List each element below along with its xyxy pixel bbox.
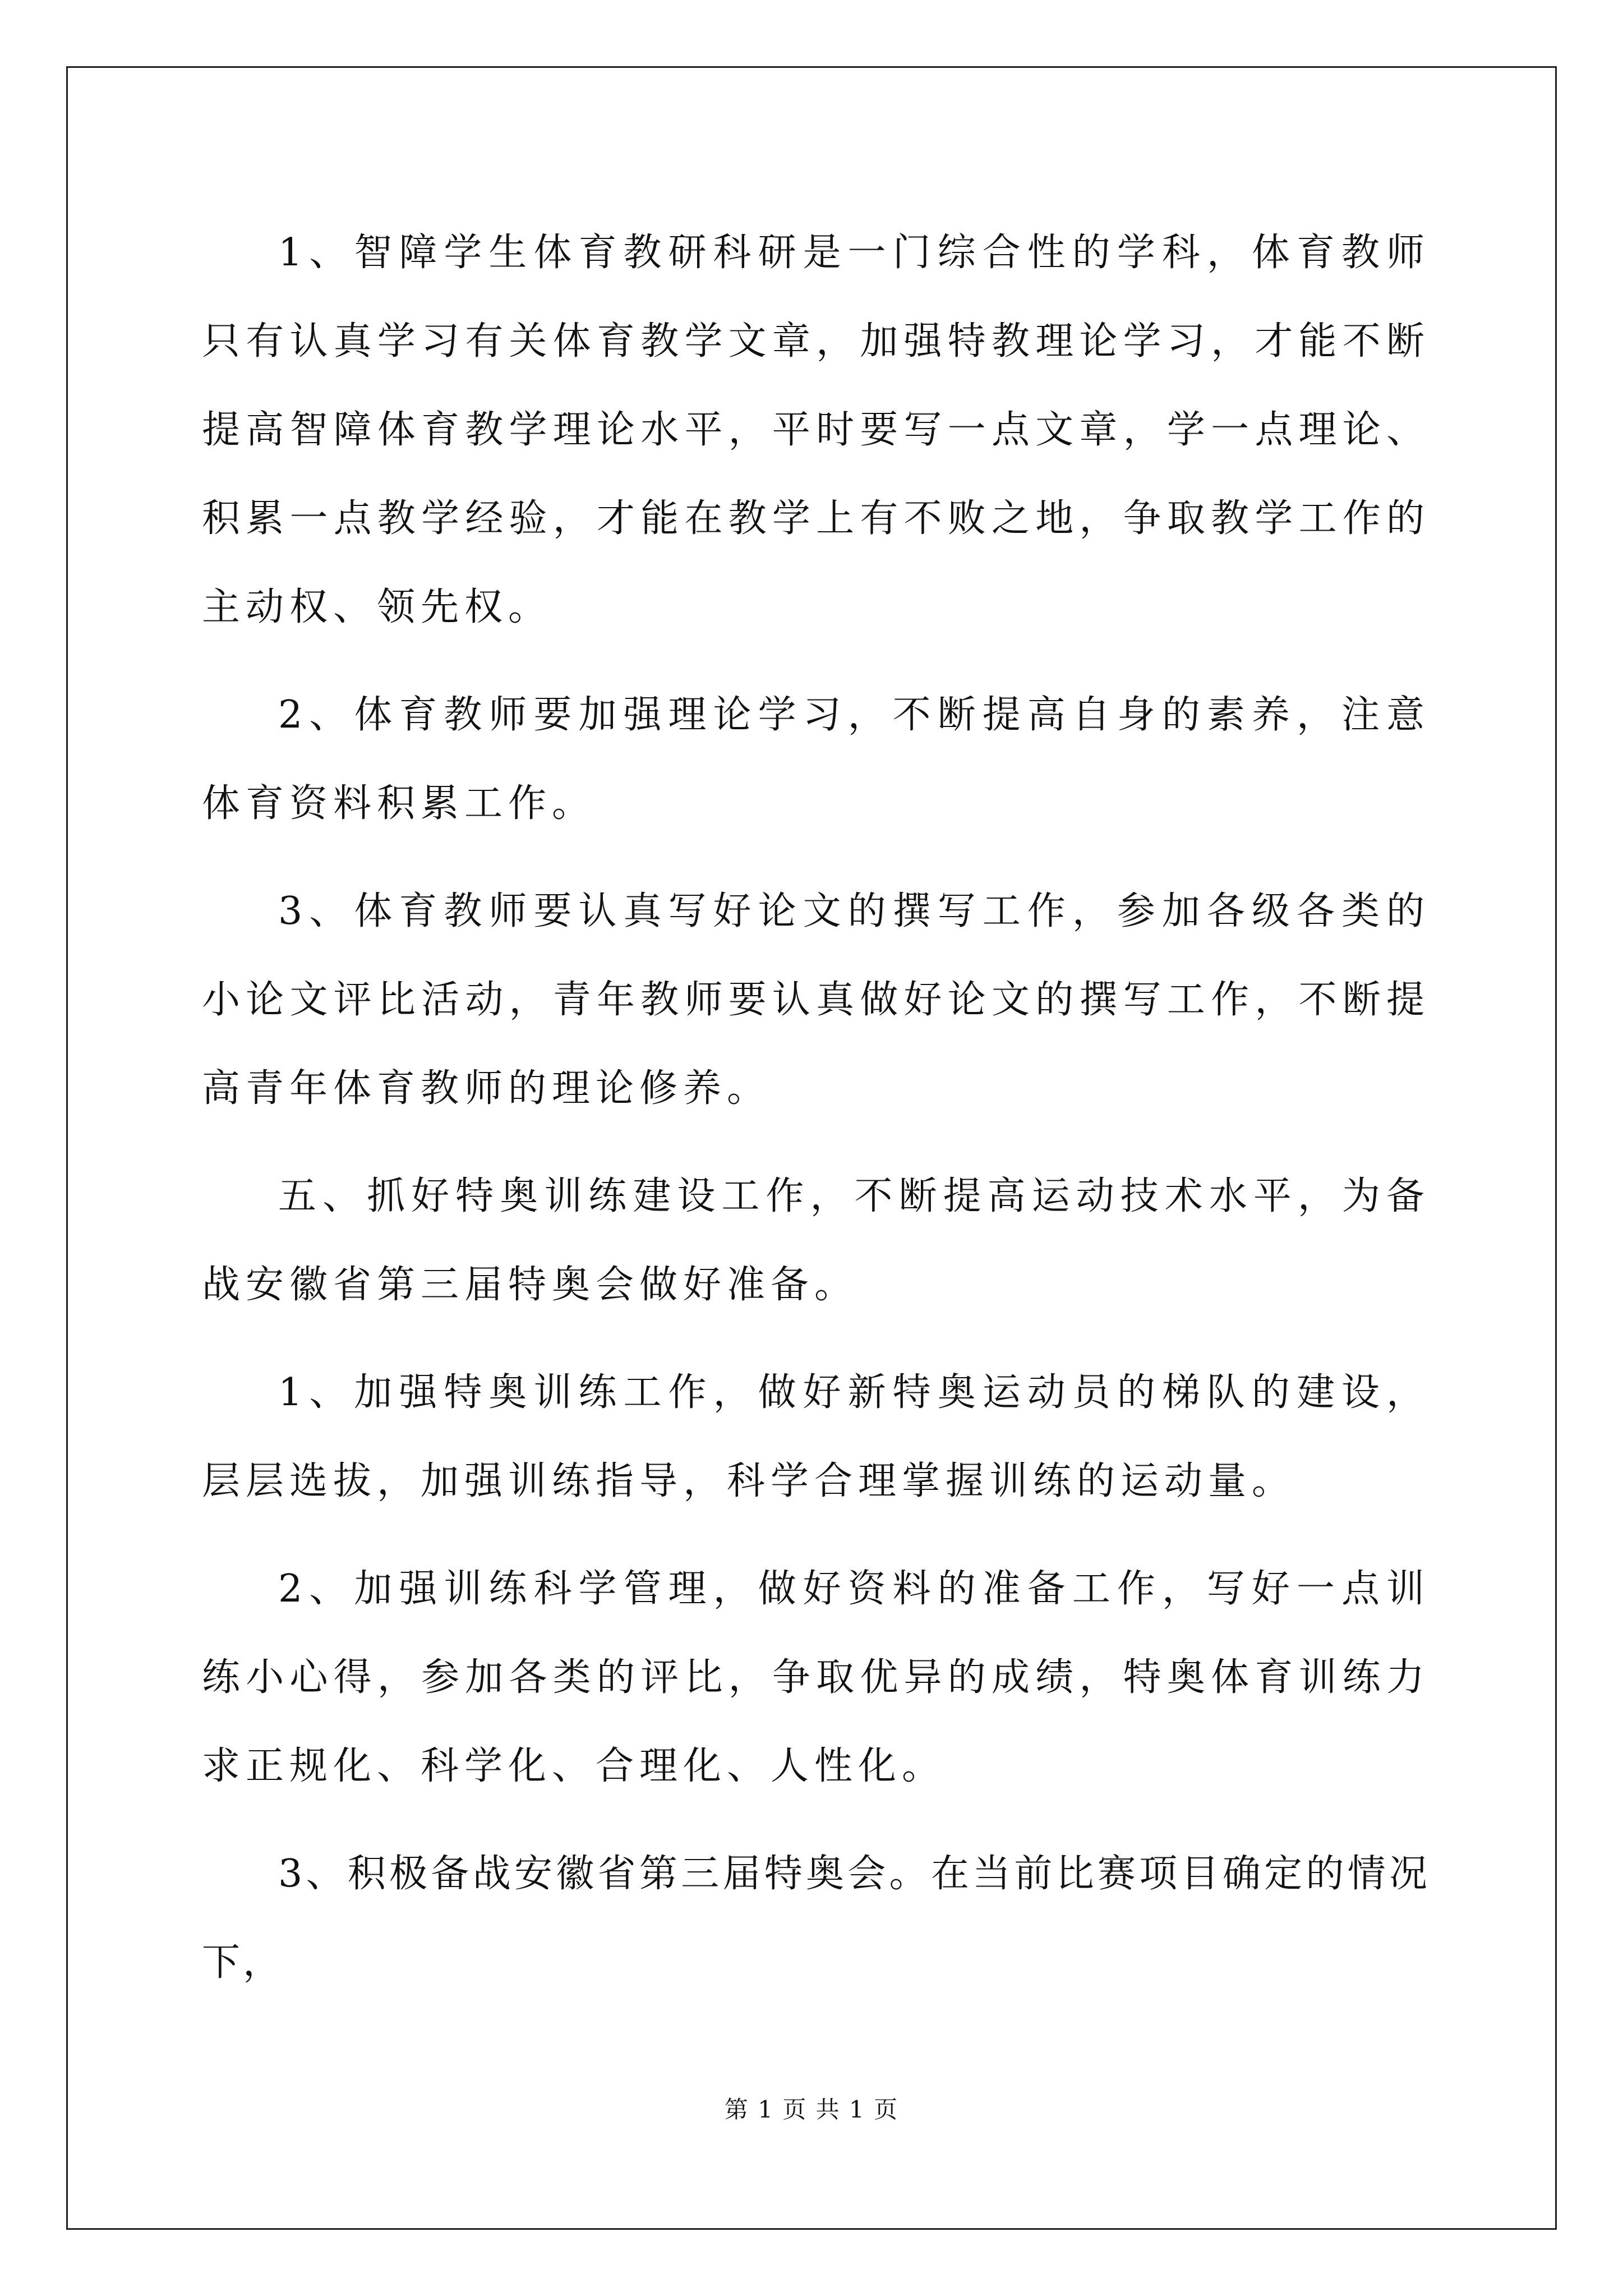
paragraph-2: 2、体育教师要加强理论学习，不断提高自身的素养，注意体育资料积累工作。 xyxy=(202,693,1430,826)
document-body xyxy=(202,209,1430,2026)
page-number: 第 1 页 共 1 页 xyxy=(724,2096,899,2123)
paragraph-6: 2、加强训练科学管理，做好资料的准备工作，写好一点训练小心得，参加各类的评比，争取优异的成绩，特奥体育训练力求正规化、科学化、合理化、人性化。 xyxy=(202,1567,1430,1788)
paragraph-5: 1、加强特奥训练工作，做好新特奥运动员的梯队的建设，层层选拔，加强训练指导，科学合理掌握训练的运动量。 xyxy=(202,1370,1430,1503)
paragraph-1: 1、智障学生体育教研科研是一门综合性的学科，体育教师只有认真学习有关体育教学文章，加强特教理论学习，才能不断提高智障体育教学理论水平，平时要写一点文章，学一点理论、积累一点教学经验，才能在教学上有不败之地，争取教学工作的主动权、领先权。 xyxy=(202,231,1430,629)
paragraph-3: 3、体育教师要认真写好论文的撰写工作，参加各级各类的小论文评比活动，青年教师要认真做好论文的撰写工作，不断提高青年体育教师的理论修养。 xyxy=(202,889,1430,1111)
paragraph-7: 3、积极备战安徽省第三届特奥会。在当前比赛项目确定的情况下， xyxy=(202,1852,1430,1985)
section-heading-5: 五、抓好特奥训练建设工作，不断提高运动技术水平，为备战安徽省第三届特奥会做好准备。 xyxy=(202,1174,1430,1307)
